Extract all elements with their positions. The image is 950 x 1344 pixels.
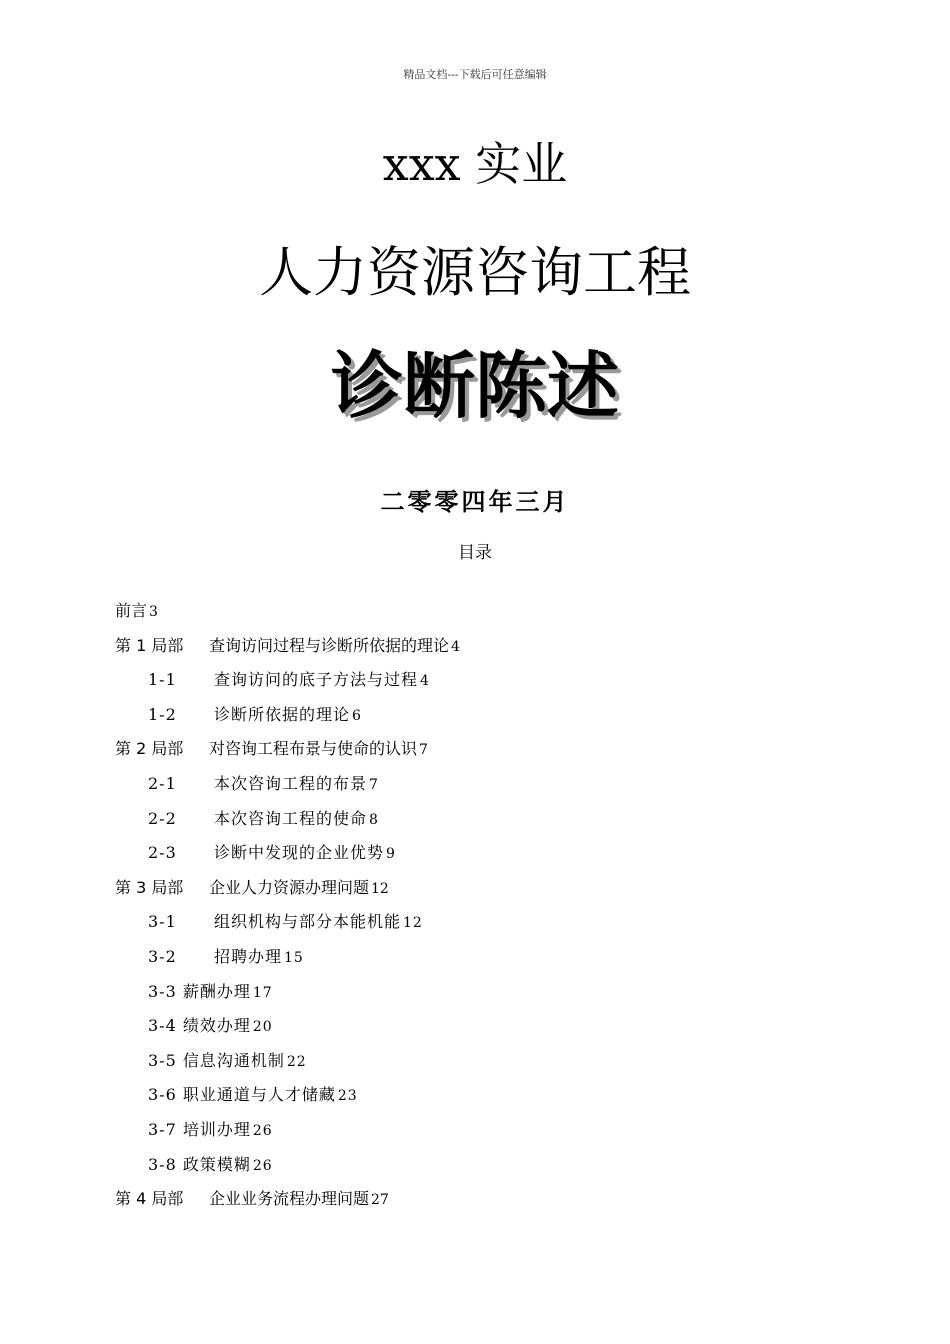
toc-entry-title: 企业人力资源办理问题 [209, 877, 370, 897]
toc-entry-page: 22 [286, 1053, 307, 1070]
toc-entry-number: 3-2 [148, 946, 177, 966]
toc-entry-page: 6 [352, 707, 362, 724]
toc-entry-page: 4 [451, 638, 460, 655]
toc-entry-title: 对咨询工程布景与使命的认识 [209, 739, 418, 759]
title-company: xxx 实业 [382, 137, 568, 191]
toc-entry-number: 3-1 [148, 912, 177, 932]
toc-entry-number: 第 3 局部 [115, 877, 184, 897]
toc-entry-page: 27 [371, 1192, 389, 1209]
toc-entry-page: 7 [419, 742, 428, 759]
toc-entry-title: 前言 [115, 601, 148, 620]
toc-entry-number: 2-1 [148, 773, 177, 793]
table-of-contents [115, 594, 875, 1217]
toc-entry-page: 9 [386, 846, 396, 863]
toc-entry-page: 8 [369, 811, 379, 828]
toc-entry-number: 2-3 [148, 843, 177, 863]
toc-entry-title: 诊断中发现的企业优势 [214, 843, 385, 863]
toc-entry-title: 诊断所依据的理论 [214, 704, 351, 724]
toc-section-entry[interactable] [115, 663, 875, 698]
title-project: 人力资源咨询工程 [259, 241, 691, 304]
toc-entry-number: 1-1 [148, 670, 177, 690]
toc-chapter-entry[interactable] [115, 871, 875, 906]
title-report: 诊断陈述 [330, 344, 619, 428]
toc-chapter-entry[interactable] [115, 629, 875, 664]
toc-entry-page: 12 [371, 880, 389, 897]
toc-section-entry[interactable] [115, 1044, 875, 1079]
toc-section-entry[interactable] [115, 1113, 875, 1148]
toc-entry-page: 26 [252, 1122, 273, 1139]
toc-entry-page: 4 [420, 673, 430, 690]
report-date: 二零零四年三月 [380, 487, 570, 516]
toc-entry-number: 第 1 局部 [115, 635, 184, 655]
toc-entry-number: 2-2 [148, 808, 177, 828]
toc-entry-title: 招聘办理 [214, 946, 283, 966]
toc-entry-title: 3-5 信息沟通机制 [148, 1050, 285, 1070]
toc-section-entry[interactable] [115, 836, 875, 871]
toc-entry-title: 3-3 薪酬办理 [148, 981, 251, 1001]
toc-entry-title: 本次咨询工程的布景 [214, 773, 368, 793]
toc-title: 目录 [458, 543, 492, 563]
toc-chapter-entry[interactable] [115, 1182, 875, 1217]
toc-entry-title: 3-8 政策模糊 [148, 1154, 251, 1174]
toc-section-entry[interactable] [115, 940, 875, 975]
toc-section-entry[interactable] [115, 1078, 875, 1113]
toc-section-entry[interactable] [115, 975, 875, 1010]
toc-entry-page: 26 [252, 1157, 273, 1174]
toc-entry-page: 3 [149, 604, 158, 620]
toc-entry-title: 3-6 职业通道与人才储藏 [148, 1085, 336, 1105]
toc-entry-page: 20 [252, 1019, 273, 1036]
toc-entry-title: 组织机构与部分本能机能 [214, 912, 402, 932]
toc-section-entry[interactable] [115, 1009, 875, 1044]
toc-section-entry[interactable] [115, 905, 875, 940]
toc-section-entry[interactable] [115, 802, 875, 837]
toc-section-entry[interactable] [115, 1148, 875, 1183]
toc-entry-page: 7 [369, 776, 379, 793]
toc-entry-number: 1-2 [148, 704, 177, 724]
toc-chapter-entry[interactable] [115, 594, 875, 629]
toc-entry-title: 本次咨询工程的使命 [214, 808, 368, 828]
toc-entry-title: 3-7 培训办理 [148, 1119, 251, 1139]
toc-entry-page: 17 [252, 984, 273, 1001]
toc-entry-title: 企业业务流程办理问题 [209, 1189, 370, 1209]
toc-chapter-entry[interactable] [115, 732, 875, 767]
toc-entry-number: 第 2 局部 [115, 739, 184, 759]
toc-entry-title: 3-4 绩效办理 [148, 1016, 251, 1036]
toc-entry-title: 查询访问的底子方法与过程 [214, 670, 419, 690]
toc-entry-page: 23 [337, 1088, 358, 1105]
toc-entry-page: 12 [403, 915, 423, 932]
toc-entry-title: 查询访问过程与诊断所依据的理论 [209, 635, 450, 655]
toc-section-entry[interactable] [115, 767, 875, 802]
toc-entry-number: 第 4 局部 [115, 1189, 184, 1209]
page-header: 精品文档---下载后可任意编辑 [403, 68, 547, 81]
toc-entry-page: 15 [284, 949, 304, 966]
toc-section-entry[interactable] [115, 698, 875, 733]
